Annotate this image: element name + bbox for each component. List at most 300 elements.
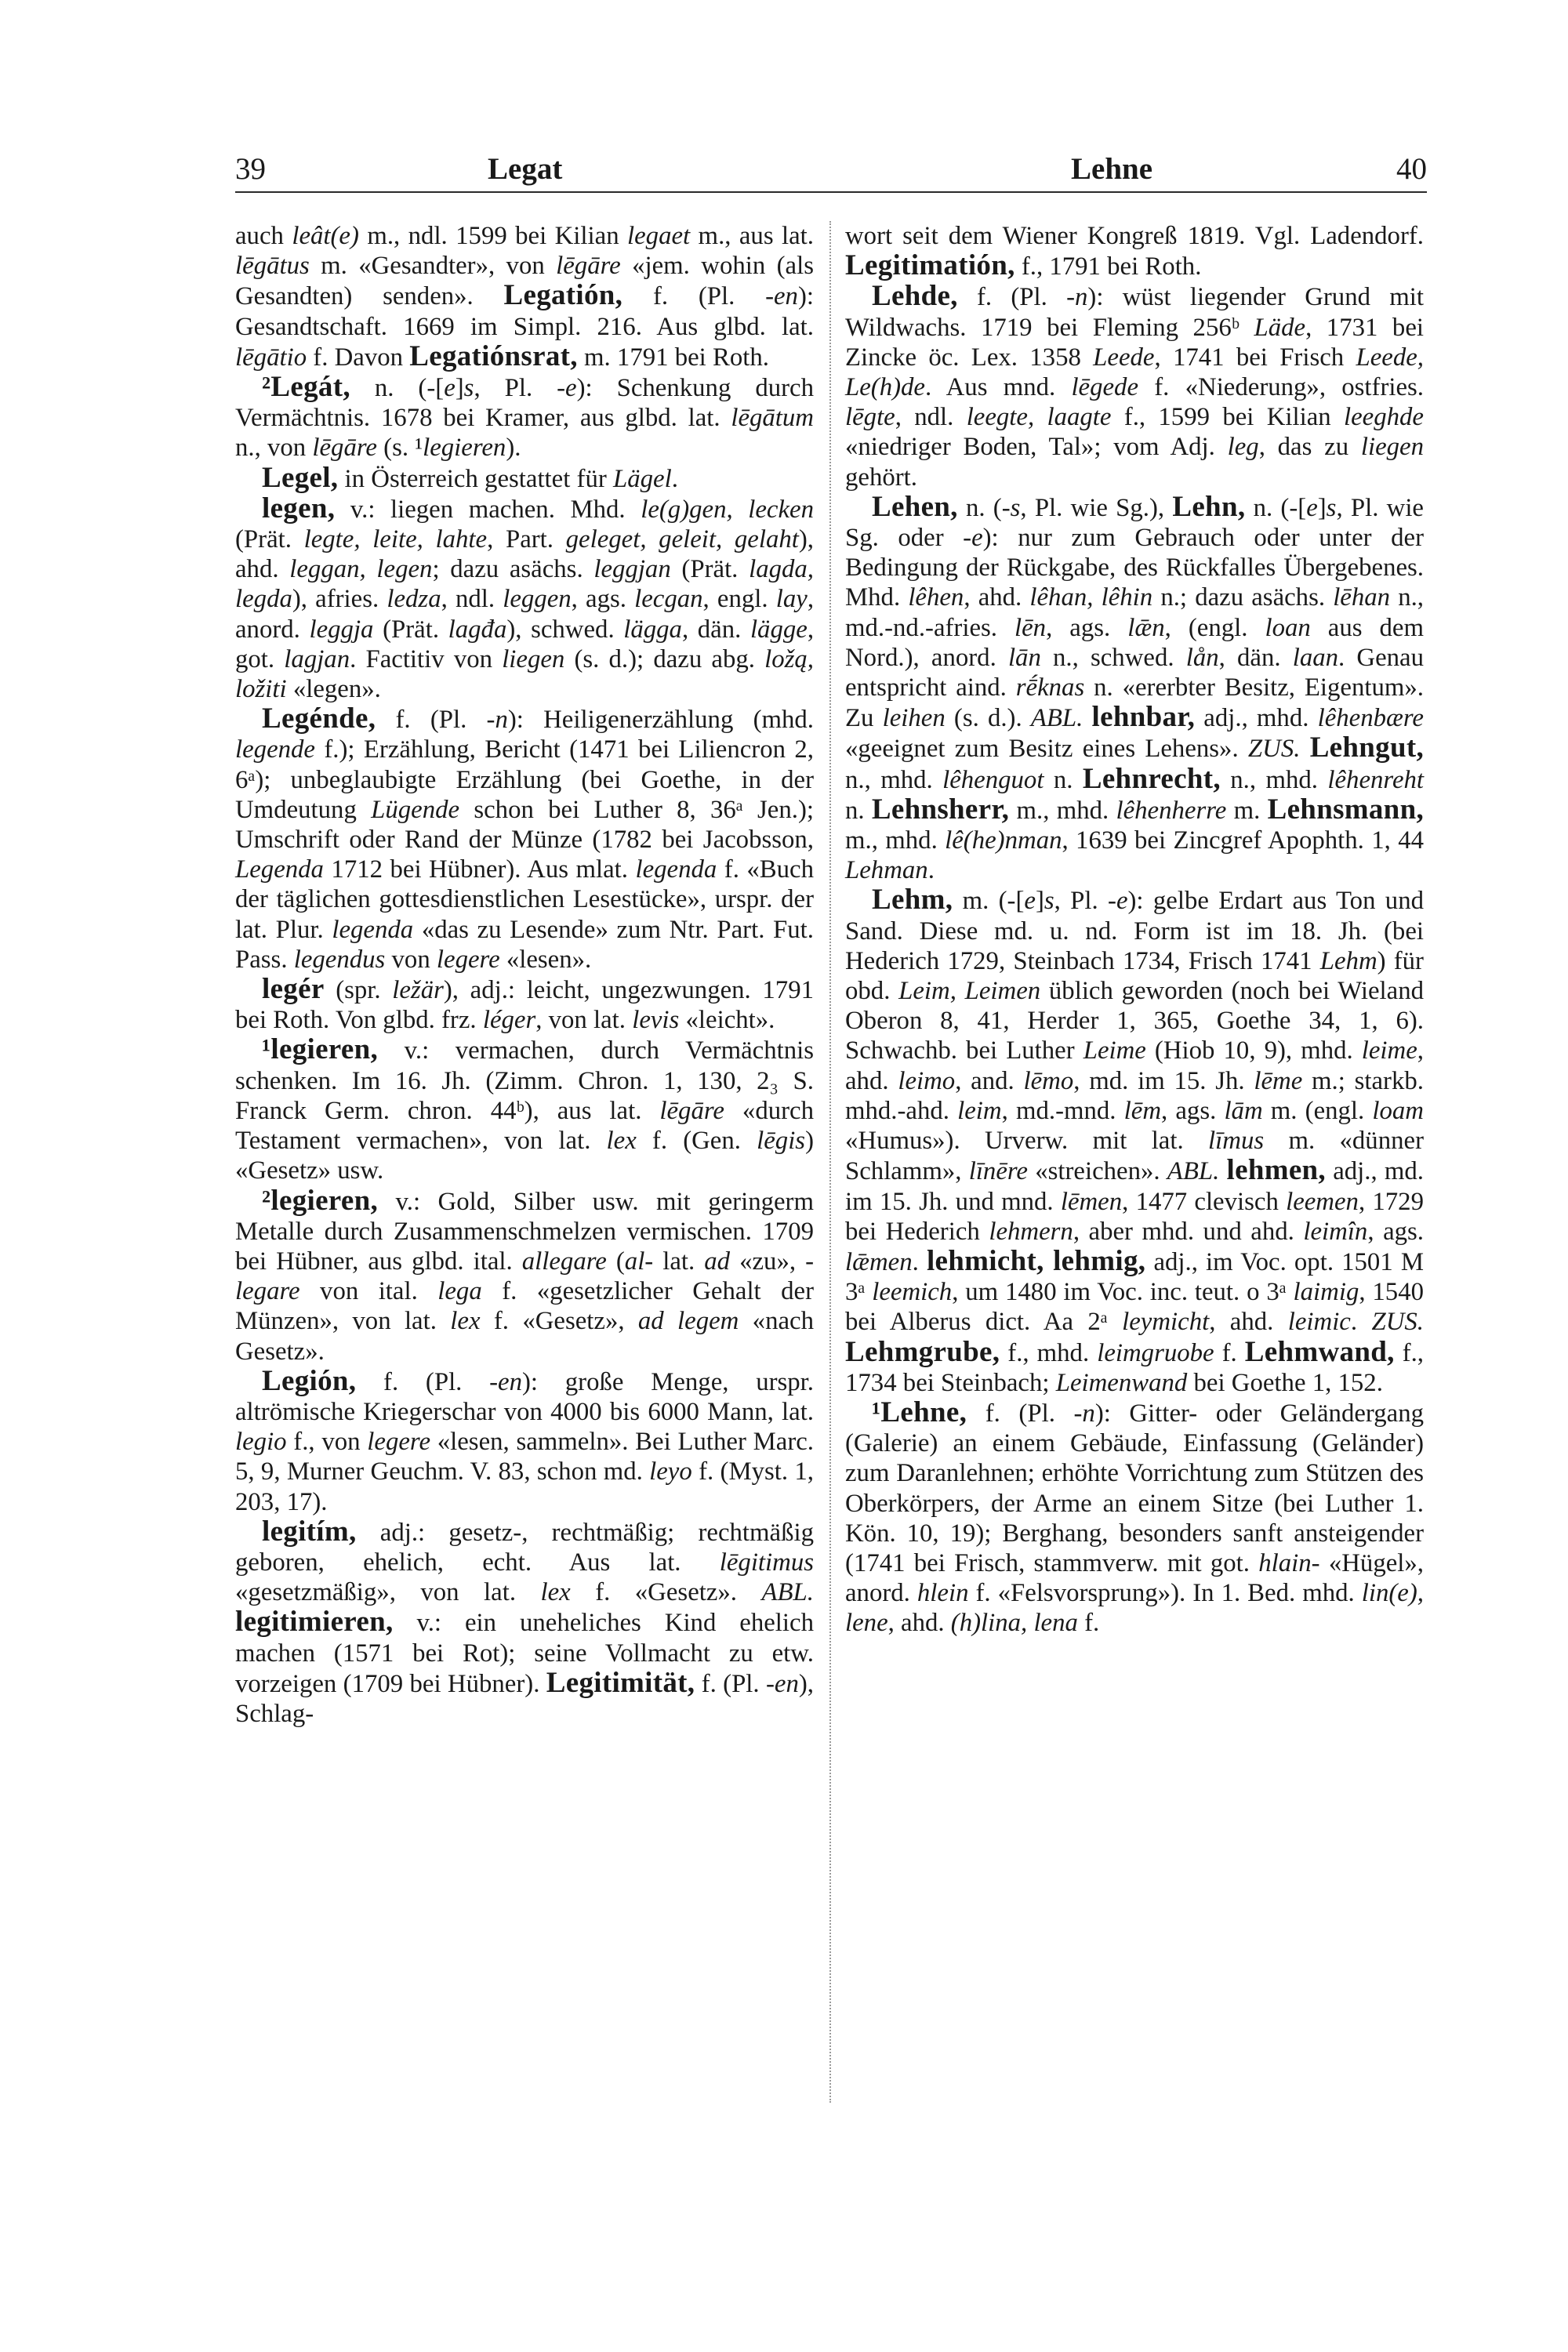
italic-form: leimîn bbox=[1303, 1217, 1368, 1246]
italic-form: Leimenwand bbox=[1055, 1368, 1188, 1397]
entry-text: , ndl. bbox=[895, 403, 967, 432]
italic-form: hlain- bbox=[1258, 1548, 1320, 1577]
entry-text: f. bbox=[1077, 1609, 1100, 1638]
left-guide-word: Legat bbox=[488, 152, 563, 186]
entry-text: , 1731 bei Zincke öc. Lex. 1358 bbox=[845, 313, 1424, 372]
entry-text: n., schwed. bbox=[1040, 643, 1186, 672]
italic-form: s bbox=[463, 374, 474, 403]
entry-text: ). bbox=[506, 434, 521, 463]
italic-form: al- bbox=[624, 1247, 654, 1276]
italic-form: lägge bbox=[750, 615, 808, 644]
headword: ²legieren, bbox=[262, 1184, 379, 1217]
entry-text: , das zu bbox=[1258, 433, 1361, 462]
headword: Legénde, bbox=[262, 702, 376, 735]
headword: ²Legát, bbox=[262, 371, 350, 404]
headword: Lehn, bbox=[1172, 490, 1246, 523]
italic-form: -en bbox=[765, 282, 798, 311]
entry-text: (Hiob 10, 9), mhd. bbox=[1145, 1036, 1362, 1065]
italic-form: lån bbox=[1185, 643, 1219, 672]
entry-text: m. (engl. bbox=[1262, 1096, 1373, 1125]
left-column bbox=[235, 221, 814, 1729]
entry-text: , md. im 15. Jh. bbox=[1073, 1066, 1254, 1095]
italic-form: lēgte bbox=[845, 403, 895, 432]
italic-form: Leim, Leimen bbox=[898, 977, 1041, 1006]
italic-form: Lehm bbox=[1319, 946, 1377, 975]
entry-text: f. bbox=[1214, 1338, 1245, 1367]
entry-text: . Factitiv von bbox=[350, 644, 503, 673]
italic-form: lin(e), lene bbox=[845, 1579, 1424, 1638]
entry-text: , and. bbox=[955, 1066, 1024, 1095]
italic-form: laan bbox=[1292, 643, 1339, 672]
entry-text: m., mhd. bbox=[845, 826, 946, 855]
entry-text: , 1477 clevisch bbox=[1122, 1187, 1287, 1216]
entry-text: (spr. bbox=[324, 976, 393, 1005]
italic-form: rḗknas bbox=[1015, 673, 1085, 702]
entry-text: wort seit dem Wiener Kongreß 1819. Vgl. Ladendorf. bbox=[845, 222, 1424, 250]
italic-form: lê(he)nman bbox=[945, 826, 1062, 855]
entry-text: f. (Pl. bbox=[356, 1367, 490, 1396]
entry-legel bbox=[235, 463, 814, 494]
entry-text: f. (Pl. bbox=[622, 282, 766, 311]
entry-text: , ahd. bbox=[887, 1609, 951, 1638]
italic-form: leggja bbox=[309, 615, 374, 644]
entry-text bbox=[1083, 704, 1091, 732]
entry-text: (Prät. bbox=[670, 555, 750, 584]
italic-form: ad bbox=[704, 1247, 731, 1276]
italic-form: lêhenbære bbox=[1317, 704, 1424, 733]
entry-legitimitaet-continued bbox=[845, 221, 1424, 281]
headword: legér bbox=[262, 973, 325, 1006]
entry-text: , dän. bbox=[681, 615, 750, 644]
entry-text: «niedriger Boden, Tal»; vom Adj. bbox=[845, 433, 1228, 462]
italic-form: legenda bbox=[332, 915, 414, 944]
entry-text: n., mhd. bbox=[1220, 765, 1328, 794]
entry-text: 1712 bei Hübner). Aus mlat. bbox=[323, 855, 636, 884]
italic-form: leggan, legen bbox=[289, 555, 433, 584]
entry-text: , Pl. bbox=[474, 374, 557, 403]
entry-text: n., md.-nd.-afries. bbox=[845, 583, 1425, 642]
entry-legieren-2 bbox=[235, 1186, 814, 1367]
entry-text: , Pl. bbox=[1054, 887, 1109, 916]
italic-form: legere bbox=[436, 945, 500, 974]
italic-form: legende bbox=[235, 735, 315, 764]
entry-text: f. «gesetzlicher Gehalt der Münzen», von lat. bbox=[235, 1277, 815, 1336]
entry-lehde bbox=[845, 281, 1424, 492]
entry-text: adj., mhd. bbox=[1195, 704, 1318, 733]
entry-text: , (engl. bbox=[1164, 613, 1265, 642]
italic-form: leggjan bbox=[593, 555, 671, 584]
italic-form: lēgātio bbox=[235, 343, 307, 372]
headword: Lehnsherr, bbox=[871, 793, 1010, 826]
header-rule bbox=[235, 191, 1427, 193]
italic-form: ZUS. bbox=[1247, 735, 1301, 764]
right-guide-word: Lehne bbox=[1071, 152, 1153, 186]
italic-form: s bbox=[1010, 493, 1021, 522]
entry-text: , ags. bbox=[571, 585, 635, 614]
entry-text: , ndl. bbox=[441, 585, 503, 614]
italic-form: ABL. bbox=[1167, 1157, 1220, 1186]
italic-form: -en bbox=[489, 1367, 523, 1396]
entry-text: n., von bbox=[235, 434, 313, 463]
entry-text: «nach Gesetz». bbox=[235, 1307, 814, 1366]
entry-text: , 1639 bei Zincgref Apophth. 1, 44 bbox=[1062, 826, 1424, 855]
entry-text: f. «Gesetz». bbox=[570, 1578, 762, 1607]
entry-text: ): wüst liegender Grund mit Wildwachs. 1719 bei Fleming 256ᵇ bbox=[845, 283, 1424, 342]
italic-form: leggen bbox=[503, 585, 572, 614]
headword: ¹legieren, bbox=[262, 1033, 379, 1066]
entry-text: , Pl. wie Sg.), bbox=[1020, 493, 1173, 522]
italic-form: Läde bbox=[1254, 313, 1306, 342]
italic-form: lām bbox=[1224, 1096, 1263, 1125]
entry-text: m. 1791 bei Roth. bbox=[577, 343, 769, 372]
italic-form: legere bbox=[367, 1428, 431, 1457]
entry-text: ), ahd. bbox=[235, 525, 814, 584]
entry-legat-2 bbox=[235, 372, 814, 463]
entry-text: , ags. bbox=[1367, 1217, 1424, 1246]
italic-form: lēmen bbox=[1060, 1187, 1123, 1216]
italic-form: leyo bbox=[649, 1457, 692, 1486]
italic-form: lagđa bbox=[448, 615, 507, 644]
italic-form: liegen bbox=[502, 644, 565, 673]
entry-text: m., aus lat. bbox=[690, 222, 814, 250]
entry-text: , engl. bbox=[702, 585, 776, 614]
entry-text: , got. bbox=[235, 615, 815, 673]
italic-form: lēgāre bbox=[659, 1096, 724, 1125]
entry-text: bei Goethe 1, 152. bbox=[1187, 1368, 1383, 1397]
headword: legitím, bbox=[262, 1515, 357, 1548]
entry-text: , ahd. bbox=[1209, 1308, 1288, 1337]
entry-text: n., mhd. bbox=[845, 765, 943, 794]
entry-text: f. (Gen. bbox=[636, 1127, 757, 1156]
italic-form: lēhan bbox=[1333, 583, 1391, 612]
entry-text: ), Schlag- bbox=[235, 1669, 814, 1728]
italic-form: léger bbox=[482, 1006, 536, 1035]
entry-legat-continued bbox=[235, 221, 814, 372]
italic-form: -e bbox=[557, 374, 577, 403]
entry-text: . bbox=[912, 1247, 927, 1276]
entry-text: v.: Gold, Silber usw. mit geringerm Metalle durch Zusammenschmelzen vermischen. 1709 bei Hübner, aus glbd. ital. bbox=[235, 1187, 814, 1276]
entry-text: f. «Gesetz», bbox=[480, 1307, 638, 1336]
entry-text: schon bei Luther 8, 36ᵃ Jen.); Umschrift oder Rand der Münze (1782 bei Jacobsson, bbox=[235, 795, 814, 855]
italic-form: lägga bbox=[623, 615, 682, 644]
italic-form: lēgāre bbox=[312, 434, 377, 463]
entry-text: gehört. bbox=[845, 463, 917, 492]
italic-form: levis bbox=[632, 1006, 680, 1035]
entry-text: auch bbox=[235, 222, 292, 250]
italic-form: lêhenreht bbox=[1327, 765, 1425, 794]
entry-text: «Humus»). Urverw. mit lat. bbox=[845, 1127, 1209, 1156]
italic-form: leeghde bbox=[1344, 403, 1424, 432]
entry-text: . bbox=[1350, 1308, 1372, 1337]
headword: Lehm, bbox=[872, 884, 953, 916]
entry-text: ): Schenkung durch Vermächtnis. 1678 bei Kramer, aus glbd. lat. bbox=[235, 374, 814, 433]
italic-form: lēgāre bbox=[556, 252, 621, 281]
italic-form: e bbox=[1306, 493, 1318, 522]
italic-form: -n bbox=[486, 706, 508, 735]
italic-form: leegte, laagte bbox=[966, 403, 1112, 432]
entry-text: , um 1480 im Voc. inc. teut. o 3ᵃ bbox=[952, 1278, 1294, 1307]
italic-form: lēgātum bbox=[731, 404, 814, 433]
italic-form: lēgitimus bbox=[719, 1548, 814, 1577]
headword: Lehen, bbox=[872, 490, 958, 523]
italic-form: lēn bbox=[1014, 613, 1047, 642]
right-page-number: 40 bbox=[1396, 152, 1427, 186]
italic-form: lay bbox=[775, 585, 808, 614]
italic-form: legieren bbox=[423, 434, 506, 463]
italic-form: lēgis bbox=[757, 1127, 806, 1156]
entry-text: «durch Testament vermachen», von lat. bbox=[235, 1096, 814, 1156]
entry-text: ] bbox=[1035, 887, 1044, 916]
entry-text: , anord. bbox=[235, 585, 815, 644]
italic-form: -e bbox=[1108, 887, 1128, 916]
italic-form: lēgātus bbox=[235, 252, 310, 281]
left-page-number: 39 bbox=[235, 152, 266, 186]
headword: Legel, bbox=[262, 461, 339, 494]
entry-text: . Genau entspricht aind. bbox=[845, 643, 1425, 702]
headword: Lehmwand, bbox=[1244, 1335, 1395, 1368]
italic-form: s bbox=[1326, 493, 1337, 522]
headword: Lehngut, bbox=[1309, 731, 1425, 764]
entry-text: f., 1734 bei Steinbach; bbox=[845, 1338, 1424, 1397]
italic-form: e bbox=[1024, 887, 1036, 916]
entry-text: , ahd. bbox=[845, 1036, 1424, 1095]
entry-text: adj.: gesetz-, rechtmäßig; rechtmäßig geboren, ehelich, echt. Aus lat. bbox=[235, 1518, 814, 1577]
italic-form: loam bbox=[1372, 1096, 1424, 1125]
entry-text: «gesetzmäßig», von lat. bbox=[235, 1578, 541, 1607]
italic-form: ABL. bbox=[1030, 704, 1083, 733]
headword: Legitimatión, bbox=[845, 249, 1015, 282]
entry-text: «Hügel», anord. bbox=[845, 1548, 1424, 1608]
entry-text: n. (- bbox=[957, 493, 1011, 522]
entry-text: v.: vermachen, durch Vermächtnis schenken. Im 16. Jh. (Zimm. Chron. 1, 130, 2₃ S. Franck Germ. chron. 44ᵇ), aus lat. bbox=[235, 1036, 814, 1125]
entry-text: m., mhd. bbox=[1009, 796, 1116, 825]
italic-form: legendus bbox=[293, 945, 386, 974]
entry-text: m. «dünner Schlamm», bbox=[845, 1127, 1424, 1186]
headword: lehnbar, bbox=[1091, 701, 1196, 734]
entry-text: «lesen, sammeln». Bei Luther Marc. 5, 9, Murner Geuchm. V. 83, schon md. bbox=[235, 1428, 814, 1486]
headword: Lehmgrube, bbox=[845, 1335, 1000, 1368]
entry-lehne-1 bbox=[845, 1398, 1424, 1639]
italic-form: (h)lina, lena bbox=[950, 1609, 1078, 1638]
entry-text: m. bbox=[1226, 796, 1268, 825]
entry-lehen bbox=[845, 492, 1424, 886]
entry-text: ] bbox=[1317, 493, 1327, 522]
entry-text: , 1540 bei Alberus dict. Aa 2ᵃ bbox=[845, 1278, 1424, 1337]
entry-text: f. (Pl. bbox=[695, 1669, 766, 1698]
entry-legitim bbox=[235, 1517, 814, 1729]
entry-text: (s. d.); dazu abg. bbox=[564, 644, 765, 673]
entry-text: , aber mhd. und ahd. bbox=[1073, 1217, 1304, 1246]
entry-text: ; dazu asächs. bbox=[432, 555, 594, 584]
entry-text: üblich geworden (noch bei Wieland Oberon 8, 41, Herder 1, 365, Goethe 34, 1, 6). Schwachb. bei Luther bbox=[845, 977, 1424, 1065]
entry-text: «zu», bbox=[730, 1247, 806, 1276]
italic-form: lagda, legda bbox=[235, 555, 814, 614]
entry-text: , von lat. bbox=[535, 1006, 633, 1035]
italic-form: Lehman bbox=[845, 856, 928, 885]
headword: lehmicht, lehmig, bbox=[926, 1244, 1146, 1277]
italic-form: leimo bbox=[898, 1066, 956, 1095]
italic-form: leât(e) bbox=[292, 222, 359, 250]
italic-form: līnēre bbox=[968, 1157, 1028, 1186]
entry-text: f., 1599 bei Kilian bbox=[1111, 403, 1344, 432]
entry-text: «streichen». bbox=[1028, 1157, 1167, 1186]
italic-form: lagjan bbox=[284, 644, 350, 673]
entry-text: , 1741 bei Frisch bbox=[1154, 343, 1356, 372]
italic-form: Lügende bbox=[371, 795, 460, 824]
entry-text: (Prät. bbox=[373, 615, 448, 644]
headword: Legión, bbox=[262, 1364, 357, 1397]
entry-text: , Part. bbox=[487, 525, 566, 554]
italic-form: lǣn bbox=[1127, 613, 1165, 642]
italic-form: leemen bbox=[1286, 1187, 1359, 1216]
entry-text: , ags. bbox=[1046, 613, 1128, 642]
italic-form: leimic bbox=[1287, 1308, 1351, 1337]
entry-text: m. (-[ bbox=[953, 887, 1025, 916]
entry-leger bbox=[235, 975, 814, 1035]
entry-text: f. «Buch der täglichen gottesdienstlichen Lesestücke», urspr. der lat. Plur. bbox=[235, 855, 814, 944]
italic-form: -en bbox=[765, 1669, 799, 1698]
italic-form: lēme bbox=[1254, 1066, 1303, 1095]
italic-form: lēmo bbox=[1023, 1066, 1074, 1095]
entry-text: f. (Pl. bbox=[967, 1399, 1074, 1428]
headword: Lehnsmann, bbox=[1267, 793, 1424, 826]
entry-text: n. bbox=[1044, 765, 1083, 794]
entry-text: . bbox=[671, 464, 678, 493]
italic-form: leimgruobe bbox=[1097, 1338, 1214, 1367]
italic-form: Legenda bbox=[235, 855, 324, 884]
entry-text: ) für obd. bbox=[845, 946, 1424, 1006]
italic-form: legenda bbox=[635, 855, 717, 884]
italic-form: Leime bbox=[1083, 1036, 1146, 1065]
entry-text: n. (-[ bbox=[350, 374, 445, 403]
entry-text: , ahd. bbox=[964, 583, 1030, 612]
entry-text bbox=[1300, 735, 1309, 763]
entry-text: «lesen». bbox=[499, 945, 592, 974]
italic-form: -legare bbox=[235, 1247, 814, 1306]
entry-legion bbox=[235, 1364, 814, 1517]
italic-form: lēm bbox=[1123, 1096, 1162, 1125]
italic-form: liegen bbox=[1360, 433, 1424, 462]
entry-text: v.: liegen machen. Mhd. bbox=[335, 495, 641, 524]
headword: ¹Lehne, bbox=[872, 1396, 967, 1428]
entry-text: ), adj.: leicht, ungezwungen. 1791 bei Roth. Von glbd. frz. bbox=[235, 976, 814, 1035]
headword: Legatiónsrat, bbox=[409, 339, 578, 372]
italic-form: laimig bbox=[1293, 1278, 1359, 1307]
entry-text: «das zu Lesende» zum Ntr. Part. Fut. Pass. bbox=[235, 915, 814, 974]
italic-form: ležär bbox=[392, 976, 444, 1005]
entry-text: ), schwed. bbox=[506, 615, 624, 644]
italic-form: hlein bbox=[916, 1579, 969, 1608]
entry-text: «geeignet zum Besitz eines Lehens». bbox=[845, 735, 1248, 764]
headword: Lehde, bbox=[872, 280, 958, 313]
italic-form: loan bbox=[1265, 613, 1311, 642]
italic-form: legte, leite, lahte bbox=[303, 525, 488, 554]
italic-form: ložą, ložiti bbox=[235, 644, 814, 704]
entry-text: aus dem Nord.), anord. bbox=[845, 613, 1424, 672]
entry-text: «leicht». bbox=[679, 1006, 775, 1035]
entry-legieren-1 bbox=[235, 1035, 814, 1185]
entry-text: ( bbox=[606, 1247, 625, 1276]
headword: Lehnrecht, bbox=[1082, 762, 1221, 795]
italic-form: -n bbox=[1066, 283, 1088, 312]
italic-form: legaet bbox=[627, 222, 691, 250]
italic-form: leihen bbox=[882, 704, 946, 733]
entry-text: ) «Gesetz» usw. bbox=[235, 1127, 814, 1185]
italic-form: lēgede bbox=[1071, 373, 1139, 402]
entry-text: (Prät. bbox=[235, 525, 304, 554]
headword: legitimieren, bbox=[235, 1606, 394, 1639]
entry-text: n. «ererbter Besitz, Eigentum». Zu bbox=[845, 673, 1424, 733]
italic-form: -n bbox=[1073, 1399, 1095, 1428]
entry-text: ): Gitter- oder Geländergang (Galerie) an einem Gebäude, Einfassung (Geländer) zum Daranlehnen; erhöhte Vorrichtung zum Stützen des Oberkörpers, der Arme an einem Sitze (bei Luther 1. Kön. 10, 19); Berghang, besonders sanft ansteigender (1741 bei Frisch, stammverw. mit got. bbox=[845, 1399, 1424, 1577]
italic-form: līmus bbox=[1208, 1127, 1265, 1156]
headword: legen, bbox=[262, 492, 336, 524]
entry-text: , ags. bbox=[1161, 1096, 1225, 1125]
italic-form: leim bbox=[957, 1096, 1002, 1125]
italic-form: lān bbox=[1007, 643, 1041, 672]
entry-text: f. «Felsvorsprung»). In 1. Bed. mhd. bbox=[968, 1579, 1362, 1608]
entry-text: «jem. wohin (als Gesandten) senden». bbox=[235, 252, 814, 311]
entry-text: , Pl. wie Sg. oder bbox=[845, 493, 1424, 553]
entry-text: f. «Niederung», ostfries. bbox=[1138, 373, 1425, 402]
italic-form: Lägel bbox=[612, 464, 672, 493]
entry-text: f., von bbox=[286, 1428, 368, 1457]
entry-text: (s. ¹ bbox=[376, 434, 423, 463]
entry-legen bbox=[235, 494, 814, 704]
italic-form: Leede, Le(h)de bbox=[845, 343, 1424, 402]
entry-text: m., ndl. 1599 bei Kilian bbox=[358, 222, 628, 250]
headword: Legatión, bbox=[503, 279, 623, 312]
entry-text: v.: ein uneheliches Kind ehelich machen (1571 bei Rot); seine Vollmacht zu etw. vorzeigen (1709 bei Hübner). bbox=[235, 1609, 814, 1698]
italic-form: le(g)gen, lecken bbox=[641, 495, 814, 524]
italic-form: lêhan, lêhin bbox=[1029, 583, 1153, 612]
entry-text: ): Heiligenerzählung (mhd. bbox=[507, 706, 814, 735]
italic-form: ZUS. bbox=[1371, 1308, 1424, 1337]
entry-text: f. (Pl. bbox=[376, 706, 487, 735]
italic-form: allegare bbox=[521, 1247, 607, 1276]
italic-form: -e bbox=[963, 524, 983, 553]
entry-text: n.; dazu asächs. bbox=[1152, 583, 1334, 612]
entry-text: (s. d.). bbox=[945, 704, 1031, 733]
entry-text: von bbox=[385, 945, 437, 974]
entry-text: n. (-[ bbox=[1245, 493, 1307, 522]
italic-form: leymicht bbox=[1122, 1308, 1210, 1337]
italic-form: leemich bbox=[872, 1278, 953, 1307]
entry-text: lat. bbox=[653, 1247, 705, 1276]
entry-text: , dän. bbox=[1218, 643, 1293, 672]
entry-text: . bbox=[927, 856, 935, 885]
entry-text: ): nur zum Gebrauch oder unter der Bedingung der Rückgabe, des Rückfalles Übergebenes. Mhd. bbox=[845, 524, 1424, 612]
italic-form: lǣmen bbox=[845, 1247, 913, 1276]
entry-text: ): gelbe Erdart aus Ton und Sand. Diese md. u. nd. Form ist im 18. Jh. (bei Hederich 1729, Steinbach 1734, Frisch 1741 bbox=[845, 887, 1424, 975]
entry-text: f. Davon bbox=[307, 343, 410, 372]
italic-form: s bbox=[1044, 887, 1054, 916]
entry-text: adj., md. im 15. Jh. und mnd. bbox=[845, 1157, 1424, 1216]
italic-form: ad legem bbox=[637, 1307, 739, 1336]
italic-form: lex bbox=[606, 1127, 637, 1156]
entry-text: n. bbox=[845, 796, 872, 825]
italic-form: lêhenguot bbox=[942, 765, 1044, 794]
italic-form: lêhen bbox=[908, 583, 964, 612]
entry-text: m. «Gesandter», von bbox=[309, 252, 557, 281]
italic-form: lehmern bbox=[989, 1217, 1073, 1246]
italic-form: leg bbox=[1227, 433, 1259, 462]
entry-text: f. (Myst. 1, 203, 17). bbox=[235, 1457, 814, 1516]
entry-text: von ital. bbox=[299, 1277, 438, 1306]
entry-text: «legen». bbox=[286, 675, 381, 704]
italic-form: geleget, geleit, gelaht bbox=[565, 525, 799, 554]
entry-text: . Aus mnd. bbox=[925, 373, 1072, 402]
